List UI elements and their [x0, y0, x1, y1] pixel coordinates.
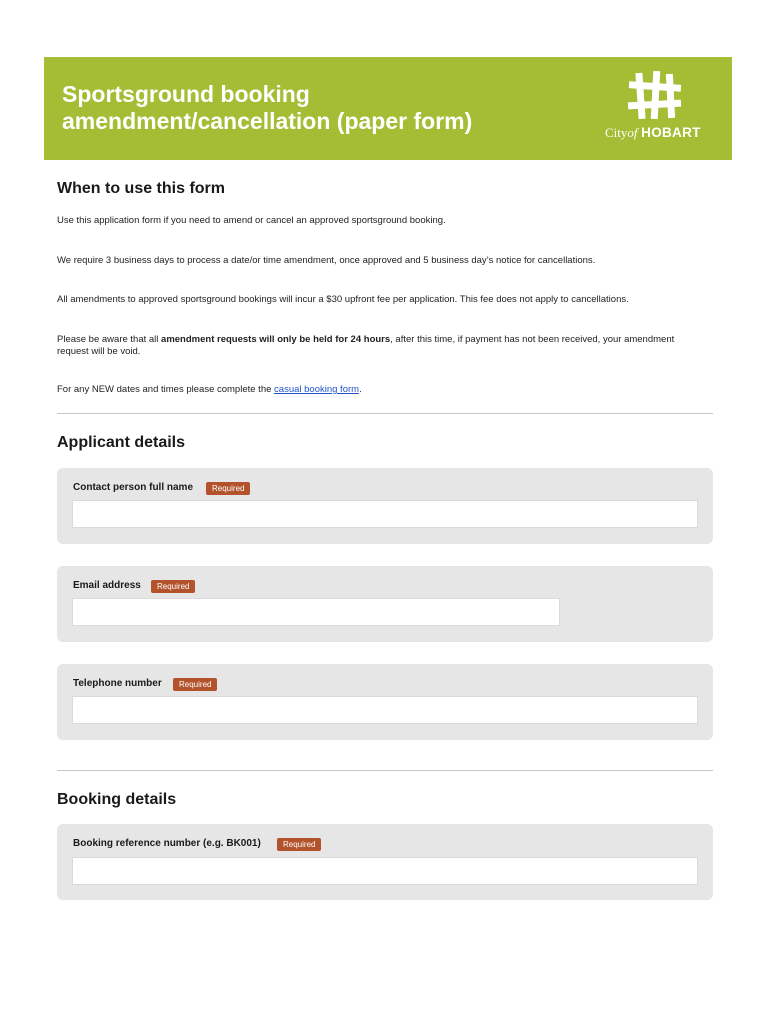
hold-notice-paragraph: Please be aware that all amendment requests will only be held for 24 hours, after this time, if payment has not been received, your amendment request will be void. [57, 334, 675, 357]
booking-reference-input[interactable] [72, 857, 698, 885]
required-badge: Required [206, 482, 250, 495]
contact-name-label: Contact person full name [73, 482, 194, 493]
hold-notice-emphasis: amendment requests will only be held for 24 hours [161, 334, 391, 345]
booking-reference-label: Booking reference number (e.g. BK001) [73, 838, 261, 849]
city-of-hobart-logo [601, 71, 711, 147]
contact-name-input[interactable] [72, 500, 698, 528]
when-to-use-heading: When to use this form [57, 180, 225, 197]
form-title [62, 81, 532, 135]
required-badge: Required [151, 580, 195, 593]
telephone-number-input[interactable] [72, 696, 698, 724]
email-address-label: Email address [73, 580, 141, 591]
applicant-details-heading: Applicant details [57, 434, 186, 451]
booking-details-heading: Booking details [57, 791, 177, 808]
email-address-card [57, 566, 713, 642]
telephone-number-label: Telephone number [73, 678, 162, 689]
required-badge: Required [173, 678, 217, 691]
booking-reference-card [57, 824, 713, 900]
processing-time-paragraph: We require 3 business days to process a date/or time amendment, once approved and 5 business day’s notice for cancellations. [57, 255, 596, 266]
logo-wordmark: Cityof HOBART [605, 125, 701, 140]
new-booking-paragraph: For any NEW dates and times please complete the casual booking form. [57, 384, 362, 395]
section-divider [57, 770, 713, 771]
form-title-line2: amendment/cancellation (paper form) [62, 108, 473, 134]
fee-paragraph: All amendments to approved sportsground bookings will incur a $30 upfront fee per application. This fee does not apply to cancellations. [57, 294, 629, 305]
intro-paragraph: Use this application form if you need to amend or cancel an approved sportsground booking. [57, 215, 446, 226]
header-banner [44, 57, 732, 160]
casual-booking-form-link[interactable]: casual booking form [274, 384, 360, 395]
telephone-number-card [57, 664, 713, 740]
required-badge: Required [277, 838, 321, 851]
hobart-grid-icon [627, 71, 683, 121]
section-divider [57, 413, 713, 414]
form-title-line1: Sportsground booking [62, 81, 310, 107]
contact-name-card [57, 468, 713, 544]
email-address-input[interactable] [72, 598, 560, 626]
